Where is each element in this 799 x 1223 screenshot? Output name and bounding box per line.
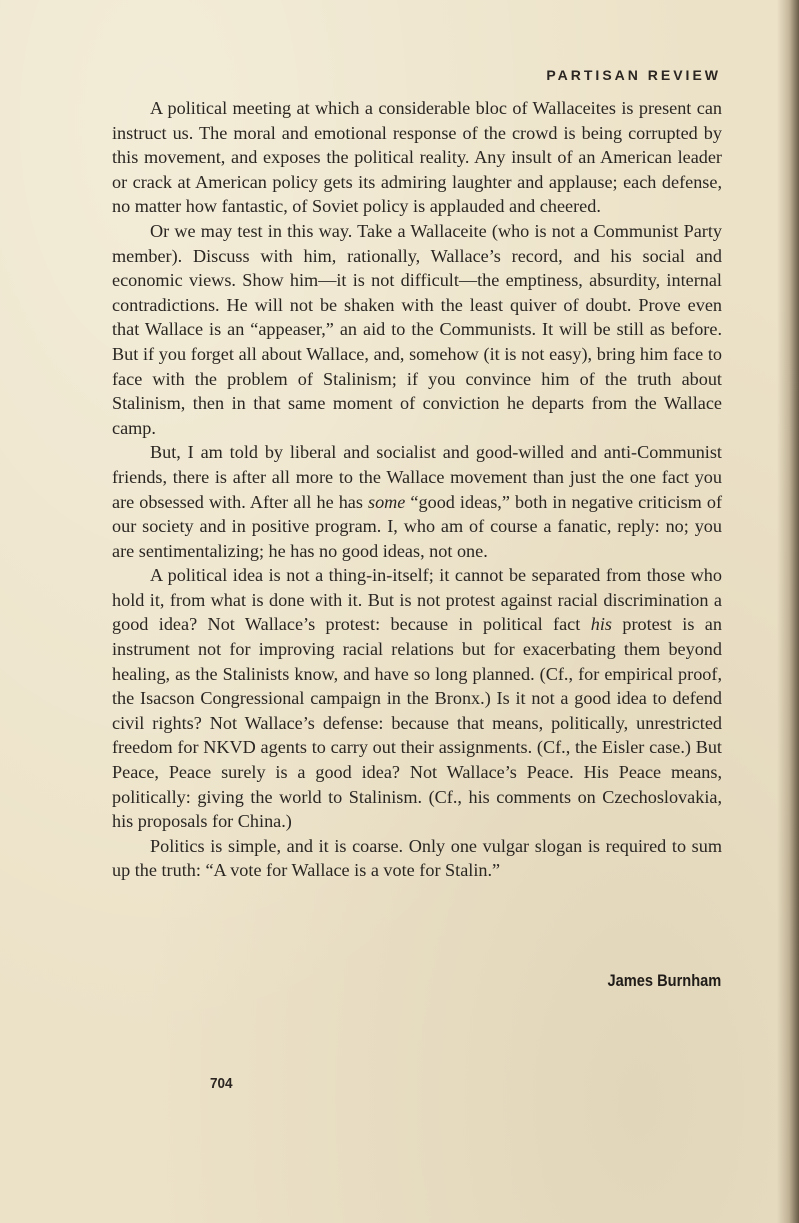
paragraph-5 [112,834,722,883]
paragraph-5-text: Politics is simple, and it is coarse. Only one vulgar slogan is required to sum up the truth: “A vote for Wallace is a vote for Stalin.” [112,835,722,881]
paragraph-4-text-b: protest is an instrument not for improving racial relations but for exacerbating them beyond healing, as the Stalinists know, and have so long planned. (Cf., for empirical proof, the Isacson Congressional campaign in the Bronx.) Is it not a good idea to defend civil rights? Not Wallace’s defense: because that means, politically, unrestricted freedom for NKVD agents to carry out their assignments. (Cf., the Eisler case.) But Peace, Peace surely is a good idea? Not Wallace’s Peace. His Peace means, politically: giving the world to Stalinism. (Cf., his comments on Czechoslovakia, his proposals for China.) [112,614,722,832]
paragraph-3-text-b: “good ideas,” both in negative criticism of our society and in positive program. I, who am of course a fanatic, reply: no; you are sentimentalizing; he has no good ideas, not one. [112,491,722,561]
paragraph-3-text-a: But, I am told by liberal and socialist and good-willed and anti-Communist friends, there is after all more to the Wallace movement than just the one fact you are obsessed with. After all he has [112,442,722,512]
paragraph-4 [112,563,722,834]
book-spine-shadow [777,0,799,1223]
paragraph-4-text-a: A political idea is not a thing-in-itself; it cannot be separated from those who hold it, from what is done with it. But is not protest against racial discrimination a good idea? Not Wallace’s protest: because in political fact [112,565,722,635]
paragraph-4-emphasis: his [590,614,612,635]
paragraph-1 [112,96,722,219]
paragraph-1-text: A political meeting at which a considerable bloc of Wallaceites is present can instruct us. The moral and emotional response of the crowd is being corrupted by this movement, and exposes the political reality. Any insult of an American leader or crack at American policy gets its admiring laughter and applause; each defense, no matter how fantastic, of Soviet policy is applauded and cheered. [112,98,722,217]
paragraph-2 [112,219,722,440]
paragraph-2-text: Or we may test in this way. Take a Wallaceite (who is not a Communist Party member). Discuss with him, rationally, Wallace’s record, and his social and economic views. Show him—it is not difficult—the emptiness, absurdity, internal contradictions. He will not be shaken with the least quiver of doubt. Prove even that Wallace is an “appeaser,” an aid to the Communists. It will be still as before. But if you forget all about Wallace, and, somehow (it is not easy), bring him face to face with the problem of Stalinism; if you convince him of the truth about Stalinism, then in that same moment of conviction he departs from the Wallace camp. [112,220,722,438]
page-number: 704 [210,1075,233,1092]
running-head: PARTISAN REVIEW [546,67,721,83]
paragraph-3-emphasis: some [368,491,406,512]
paragraph-3 [112,440,722,563]
author-signature: James Burnham [607,971,721,990]
article-body [112,96,722,883]
